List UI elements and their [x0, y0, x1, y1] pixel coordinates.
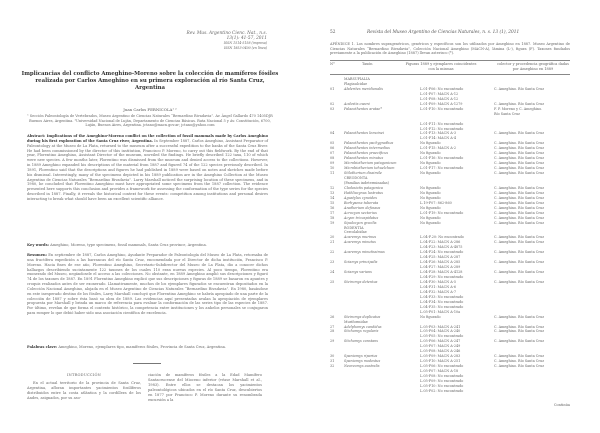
row-number: 13	[330, 190, 335, 195]
row-taxon: Microbiotherium tehuelchum	[344, 166, 395, 171]
row-figure-specimen: No figurado	[420, 220, 441, 225]
abstract	[27, 134, 268, 202]
page-number: 52	[330, 30, 336, 35]
palabras-clave	[27, 345, 268, 350]
row-number: 28	[330, 329, 335, 334]
col-header-taxon: Taxón	[362, 62, 373, 66]
row-figure-specimen: L.05-F07: MACN A-249	[420, 344, 461, 349]
row-taxon: Palaeothentes praecificus	[344, 151, 389, 156]
row-number: 32	[330, 364, 335, 369]
row-taxon: MARSUPIALIA	[344, 77, 370, 81]
row-figure-specimen: L.01-F13: MACN A-3	[420, 131, 456, 136]
article-title: Implicancias del conflicto Ameghino-Moreno sobre la colección de mamíferos fósiles realizada por Carlos Ameghino en su primera exploración al río Santa Cruz, Argentina	[21, 71, 279, 92]
row-figure-specimen: L.04-F30: MACN A-5	[420, 279, 456, 284]
row-collector: C. Ameghino. Río Santa Cruz	[494, 141, 544, 146]
journal-volume: 13(1): 41-57, 2011	[226, 36, 267, 42]
row-figure-specimen: No figurado	[420, 151, 441, 156]
row-figure-specimen: L.01-F09: MACN A-1279	[420, 101, 463, 106]
row-taxon: Sciamys varians	[344, 270, 372, 275]
row-number: 04	[330, 131, 335, 136]
row-number: 21	[330, 240, 335, 245]
row-collector: C. Ameghino. Río Santa Cruz	[494, 131, 544, 136]
row-figure-specimen: No figurado	[420, 190, 441, 195]
row-number: 08	[330, 156, 335, 161]
row-number: 17	[330, 210, 335, 215]
row-figure-specimen: L.01-F08: MACN A-12	[420, 96, 459, 101]
row-taxon: Stichomys regularis	[344, 329, 379, 334]
row-figure-specimen: L.01-F15: MACN A-2	[420, 146, 456, 151]
row-taxon: Acrocyon sectorius	[344, 210, 377, 215]
intro-text-right: ciación de mamíferos fósiles a la Edad Mamífero Santacrucense del Mioceno inferior (véase Marshall et al., 1983). Entre ellos se destacan los yacimientos paleontológicos ubicados en el río Santa Cruz, descubiertos en 1877 por Francisco P. Moreno durante su renombrada excursión a la	[148, 373, 262, 402]
row-collector: C. Ameghino. Río Santa Cruz	[494, 250, 544, 255]
row-taxon: RODENTIA	[344, 225, 364, 230]
row-figure-specimen: L.04-F24: No encontrado	[420, 250, 464, 255]
row-collector: Río Santa Cruz	[494, 111, 520, 116]
author-name: Juan Carlos FERNICOLA¹ ²	[123, 107, 177, 112]
row-figure-specimen: L.01-F06: No encontrado	[420, 86, 464, 91]
journal-citation: Rev. Mus. Argentino Cienc. Nat., n.s.	[186, 31, 267, 36]
row-figure-specimen: L.19-F07: 862-860	[420, 200, 452, 205]
row-collector: C. Ameghino. Río Santa Cruz	[494, 329, 544, 334]
resumen	[27, 253, 268, 316]
row-figure-specimen: No figurado	[420, 205, 441, 210]
row-taxon: Steiromys detentus	[344, 279, 378, 284]
row-number: 22	[330, 250, 335, 255]
row-figure-specimen: L.05-F07: MACN A-18	[420, 369, 459, 374]
row-number: 06	[330, 146, 335, 151]
section-divider	[133, 363, 161, 364]
row-figure-specimen: L.04-F29: No encontrado	[420, 275, 464, 279]
row-figure-specimen: L.04-F27: MACN A-289	[420, 265, 461, 270]
row-collector: C. Ameghino. Río Santa Cruz	[494, 220, 544, 225]
row-collector: C. Ameghino. Río Santa Cruz	[494, 354, 544, 359]
row-collector: C. Ameghino. Río Santa Cruz	[494, 359, 544, 364]
row-collector: C. Ameghino. Río Santa Cruz	[494, 156, 544, 161]
row-number: 23	[330, 260, 335, 265]
abstract-text: In September 1887, Carlos Ameghino, Assistant Preparator of Paleontology at the Museo de La Plata, returned to the museum after a successful expedition to the banks of the Santa Cruz River. He had been commissioned by the director of this institution, Francisco P. Moreno, to carry out this fieldwork. By the end of that year, Florentino Ameghino, Assistant Director of the museum, unveiled the findings. He briefly described 122 taxa, 110 of which were new species. A few months later, Florentino was dismissed from the museum and denied access to the collections. However, in 1889 Ameghino expanded his descriptions of the material from 1887 and figured 74 of the 122 species previously described. In 1891, Florentino said that the descriptions and figures he had published in 1889 were based on notes and sketches made before his dismissal. Interestingly, many of the specimens depicted in his 1889 publication are in the Ameghino Collection at the Museo Argentino de Ciencias Naturales “Bernardino Rivadavia”. Larry Marshall noticed the surprising location of these specimens, and in 1980, he concluded that Florentino Ameghino must have appropriated some specimens from the 1887 collection. The evidence presented here supports this conclusion and provides a framework for assessing the conformation of the type series for the species described in 1887. Finally, it reveals the historical context for these events: competition among institutions and personal desires interacting to break what should have been an excellent scientific alliance.	[27, 138, 269, 201]
row-figure-specimen: L.04-F23: MACN A-4875	[420, 245, 463, 250]
row-number: 30	[330, 354, 335, 359]
row-number: 14	[330, 195, 335, 200]
row-taxon: Palaeothentes aratae*	[344, 106, 382, 111]
row-figure-specimen: L.05-F05: No encontrado	[420, 334, 464, 339]
intro-column-left	[27, 373, 141, 401]
row-number: 12	[330, 185, 335, 190]
row-collector: C. Ameghino. Río Santa Cruz	[494, 86, 544, 91]
row-figure-specimen: No figurado	[420, 161, 441, 166]
row-number: 07	[330, 151, 335, 156]
row-figure-specimen: L.01-F12: No encontrado	[420, 126, 464, 131]
row-figure-specimen: No figurado	[420, 195, 441, 200]
keywords-text: Ameghino, Moreno, type specimens, fossil mammals, Santa Cruz province, Argentina.	[48, 243, 207, 247]
row-taxon: Acaremys minutissimus	[344, 250, 385, 255]
row-collector: C. Ameghino. Río Santa Cruz	[494, 240, 544, 245]
row-figure-specimen: L.05-F08: MACN A-246	[420, 349, 461, 354]
row-number: 05	[330, 141, 335, 146]
row-collector: C. Ameghino. Río Santa Cruz	[494, 200, 544, 205]
col-header-number: N°	[330, 62, 335, 66]
row-taxon: Stichomys constans	[344, 339, 379, 344]
row-taxon: (Familias indeterminadas)	[344, 180, 389, 185]
resumen-label: Resumen:	[27, 253, 47, 257]
row-taxon: Anatherium defossus	[344, 205, 381, 210]
row-taxon: Cercolabidae	[344, 230, 367, 235]
journal-reference	[186, 31, 267, 50]
palabras-clave-text: Ameghino, Moreno, ejemplares tipo, mamíferos fósiles, Provincia de Santa Cruz, Argentina.	[57, 345, 227, 349]
row-figure-specimen: L.05-F01: MACN A-10a	[420, 309, 461, 314]
row-figure-specimen: L.04-F22: MACN A-286	[420, 240, 461, 245]
row-collector: C. Ameghino. Río Santa Cruz	[494, 210, 544, 215]
row-number: 01	[330, 86, 335, 91]
row-collector: C. Ameghino. Río Santa Cruz	[494, 205, 544, 210]
row-figure-specimen: No figurado	[420, 215, 441, 220]
row-collector: C. Ameghino. Río Santa Cruz	[494, 185, 544, 190]
row-figure-specimen: L.04-F32: MACN A-7	[420, 289, 456, 294]
row-taxon: Palaeothentes lemoinei	[344, 131, 384, 136]
table-row	[330, 389, 570, 394]
row-collector: C. Ameghino. Río Santa Cruz	[494, 195, 544, 200]
row-figure-specimen: L.04-F26: MACN A-285	[420, 260, 461, 265]
row-taxon: Acaremys minutus	[344, 240, 376, 245]
row-taxon: Muriformidae	[344, 319, 368, 324]
row-taxon: Spaniomys modestus	[344, 359, 381, 364]
row-number: 24	[330, 270, 335, 275]
row-figure-specimen: L.05-F03: MACN A-241	[420, 324, 461, 329]
palabras-clave-label: Palabras clave:	[27, 345, 58, 349]
row-taxon: Stilotherium dissimile	[344, 171, 382, 176]
row-collector: C. Ameghino. Río Santa Cruz	[494, 364, 544, 369]
row-figure-specimen: L.05-F06: No encontrado	[420, 364, 464, 369]
row-taxon: Acaremys murinus	[344, 235, 377, 240]
row-number: 16	[330, 205, 335, 210]
intro-heading: INTRODUCCIÓN	[67, 373, 101, 377]
row-collector: C. Ameghino. Río Santa Cruz	[494, 190, 544, 195]
row-number: 27	[330, 324, 335, 329]
row-taxon: Palaeothentes pachygnathus	[344, 141, 394, 146]
col-header-collector: colector y procedencia geográfica dadas por Ameghino en 1889	[497, 62, 569, 71]
row-figure-specimen: L.01-F10: No encontrado	[420, 106, 464, 111]
row-figure-specimen: L.04-F25: MACN A-287	[420, 255, 461, 260]
row-number: 10	[330, 166, 335, 171]
issn-online: ISSN 1853-0400 (en línea)	[223, 45, 267, 50]
continued-label: Continúa	[553, 403, 570, 407]
row-figure-specimen: L.05-F09: No encontrado	[420, 378, 464, 383]
row-figure-specimen: L.05-F02: No encontrado	[420, 388, 464, 393]
row-figure-specimen: No figurado	[420, 171, 441, 176]
row-collector: C. Ameghino. Río Santa Cruz	[494, 146, 544, 151]
row-taxon: Borhyaena tuberata	[344, 200, 379, 205]
row-collector: C. Ameghino. Río Santa Cruz	[494, 339, 544, 344]
row-figure-specimen: No figurado	[420, 314, 441, 319]
row-number: 19	[330, 220, 335, 225]
row-number: 02	[330, 101, 335, 106]
row-figure-specimen: L.04-F31: MACN A-6	[420, 284, 456, 289]
row-collector: C. Ameghino. Río Santa Cruz	[494, 235, 544, 240]
row-figure-specimen: L.01-F07: MACN A-12	[420, 91, 459, 96]
row-collector: C. Ameghino. Río Santa Cruz	[494, 314, 544, 319]
row-collector: F. P. Moreno y C. Ameghino.	[494, 106, 543, 111]
row-number: 31	[330, 359, 335, 364]
intro-text-left: En el actual territorio de la provincia de Santa Cruz, Argentina, afloran importantes yacimientos fosilíferos distribuidos entre la costa atlántica y la cordillera de los Andes, asignados, por su aso-	[27, 380, 141, 400]
row-taxon: Steiromys duplicatus	[344, 314, 381, 319]
col-header-figures: Figuras 1889 y ejemplares coincidentes con la mismas	[405, 62, 477, 71]
row-figure-specimen: L.05-F10: No encontrado	[420, 383, 464, 388]
row-taxon: Agustylus cynoides	[344, 195, 377, 200]
row-taxon: Abderites meridionalis	[344, 86, 384, 91]
row-collector: C. Ameghino. Río Santa Cruz	[494, 270, 544, 275]
row-figure-specimen: L.04-F33: No encontrado	[420, 294, 464, 299]
row-figure-specimen: L.05-F06: MACN A-247	[420, 339, 461, 344]
row-taxon: Sciamys principalis	[344, 260, 378, 265]
row-collector: C. Ameghino. Río Santa Cruz	[494, 161, 544, 166]
issn-print: ISSN 1514-5158 (impresa)	[223, 41, 267, 46]
row-collector: C. Ameghino. Río Santa Cruz	[494, 260, 544, 265]
row-figure-specimen: L.01-F17: No encontrado	[420, 166, 464, 171]
row-collector: C. Ameghino. Río Santa Cruz	[494, 101, 544, 106]
row-taxon: Plagiaulcidae	[344, 81, 368, 86]
row-number: 11	[330, 171, 335, 176]
table-header-rule	[330, 74, 570, 75]
row-taxon: Hathliacynus lustratus	[344, 190, 384, 195]
row-collector: C. Ameghino. Río Santa Cruz	[494, 279, 544, 284]
row-collector: C. Ameghino. Río Santa Cruz	[494, 151, 544, 156]
row-figure-specimen: L.05-F08: No encontrado	[420, 374, 464, 378]
row-collector: C. Ameghino. Río Santa Cruz	[494, 166, 544, 171]
row-number: 25	[330, 279, 335, 284]
row-number: 29	[330, 339, 335, 344]
right-page	[300, 0, 600, 433]
keywords-label: Key words:	[27, 243, 49, 247]
row-figure-specimen: L.05-F04: MACN A-240	[420, 329, 461, 334]
row-figure-specimen: L.05-F10: MACN A-251	[420, 359, 461, 364]
row-figure-specimen: L.04-F.20: No encontrado	[420, 235, 464, 240]
row-taxon: Cladosictis patagonica	[344, 185, 383, 190]
row-figure-specimen: L.04-F35: No encontrado	[420, 304, 464, 309]
row-collector: C. Ameghino. Río Santa Cruz	[494, 215, 544, 220]
row-number: 15	[330, 200, 335, 205]
resumen-text: En septiembre de 1887, Carlos Ameghino, Ayudante Preparador de Paleontología del Museo de La Plata, retornaba de una fructífera expedición a las barrancas del río Santa Cruz, encomendada por el Director de dicha institución, Francisco P. Moreno. Hacia fines de ese año, Florentino Ameghino, Secretario-Subdirector del Museo de La Plata, dio a conocer dichos hallazgos describiendo sucintamente 122 taxones de los cuales 110 eran nuevas especies. Al poco tiempo, Florentino era exonerado del Museo, negándosele el acceso a las colecciones. No obstante, en 1889 Ameghino amplió sus descripciones y figuró 74 de los taxones de 1887. En 1891 Florentino Ameghino explicó que sus descripciones y figuras de 1889 se basaron en apuntes y croquis realizados antes de ser exonerado. Llamativamente, muchos de los ejemplares figurados se encuentran depositados en la Colección Nacional Ameghino, alojada en el Museo Argentino de Ciencias Naturales “Bernardino Rivadavia”. En 1980, basándose en este inesperado destino de los fósiles, Larry Marshall concluyó que Florentino Ameghino se habría apropiado de una parte de la colección de 1887 y sobre ésta basó su obra de 1889. Las evidencias aquí presentadas avalan la apropiación de ejemplares propuesta por Marshall y brinda un marco de referencia para evaluar la conformación de las series tipo de las especies de 1887. Por último, revelan de que forma el contexto histórico, la competencia entre instituciones y los anhelos personales se conjugaron para romper lo que debió haber sido una asociación científica de excelencia.	[27, 253, 268, 316]
row-taxon: Palaeothentes intermedius	[344, 146, 390, 151]
keywords	[27, 243, 268, 248]
author-affiliations: ¹ Sección Paleontología de Vertebrados, Museo Argentino de Ciencias Naturales “Bernardino Rivadavia”. Av. Ángel Gallardo 470 1405DJR Buenos Aires, Argentina. ²Universidad Nacional de Luján, Departamento de Ciencias Básicas. Ruta Nacional 5 y Av. Constitución, 6700, Luján, Buenos Aires, Argentina. jctano@macn.gov.ar; jctano@yahoo.com	[27, 114, 273, 128]
row-figure-specimen: L.01-F16: No encontrado	[420, 156, 464, 161]
row-taxon: Palaeothentes minutus	[344, 156, 384, 161]
row-figure-specimen: No figurado	[420, 185, 441, 190]
row-taxon: Spaniomys riparius	[344, 354, 378, 359]
row-taxon: Acyon tricuspidatus	[344, 215, 379, 220]
row-number: 20	[330, 235, 335, 240]
table-top-rule	[330, 60, 570, 61]
running-title: Revista del Museo Argentino de Ciencias Naturales, n. s. 13 (1), 2011	[367, 30, 520, 35]
appendix-caption: APÉNDICE 1. Los nombres supragenéricos, genéricos y específicos son los utilizados por Ameghino en 1887. Museo Argentino de Ciencias Naturales “Bernardino Rivadavia”, Colección Nacional Ameghino (MACN-A), lámina (L-), figura (F). Taxones fundados previamente a la publicación de Ameghino (1887) llevan asterisco (*).	[330, 42, 570, 56]
abstract-label: Abstract: Implications of the Ameghino-Moreno conflict on the collection of fossil mammals made by Carlos Ameghino during his first exploration of the Santa Cruz river, Argentina.	[27, 134, 268, 143]
row-number: 03	[330, 106, 335, 111]
row-figure-specimen: L.01-F11: No encontrado	[420, 121, 464, 126]
row-number: 09	[330, 161, 335, 166]
row-taxon: Adelphomys candidus	[344, 324, 382, 329]
row-taxon: Acdestis oweni	[344, 101, 370, 106]
row-number: 18	[330, 215, 335, 220]
row-taxon: CREODONTA	[344, 176, 368, 180]
row-number: 26	[330, 314, 335, 319]
row-figure-specimen: L.04-F34: No encontrado	[420, 299, 464, 304]
row-taxon: Neoreomys australis	[344, 364, 380, 369]
row-collector: C. Ameghino. Río Santa Cruz	[494, 324, 544, 329]
row-collector: C. Ameghino. Río Santa Cruz	[494, 171, 544, 176]
row-figure-specimen: L.05-F09: MACN A-283	[420, 354, 461, 359]
intro-column-right	[148, 373, 262, 402]
row-figure-specimen: No figurado	[420, 141, 441, 146]
row-figure-specimen: L.01-F19: No encontrado	[420, 210, 464, 215]
row-taxon: Sipalocyon gracilis	[344, 220, 377, 225]
row-taxon: Microbiotherium patagonicum	[344, 161, 397, 166]
row-figure-specimen: L.04-F28: MACN A-4128	[420, 270, 463, 275]
row-figure-specimen: L.01-F14: MACN A-4	[420, 136, 456, 141]
